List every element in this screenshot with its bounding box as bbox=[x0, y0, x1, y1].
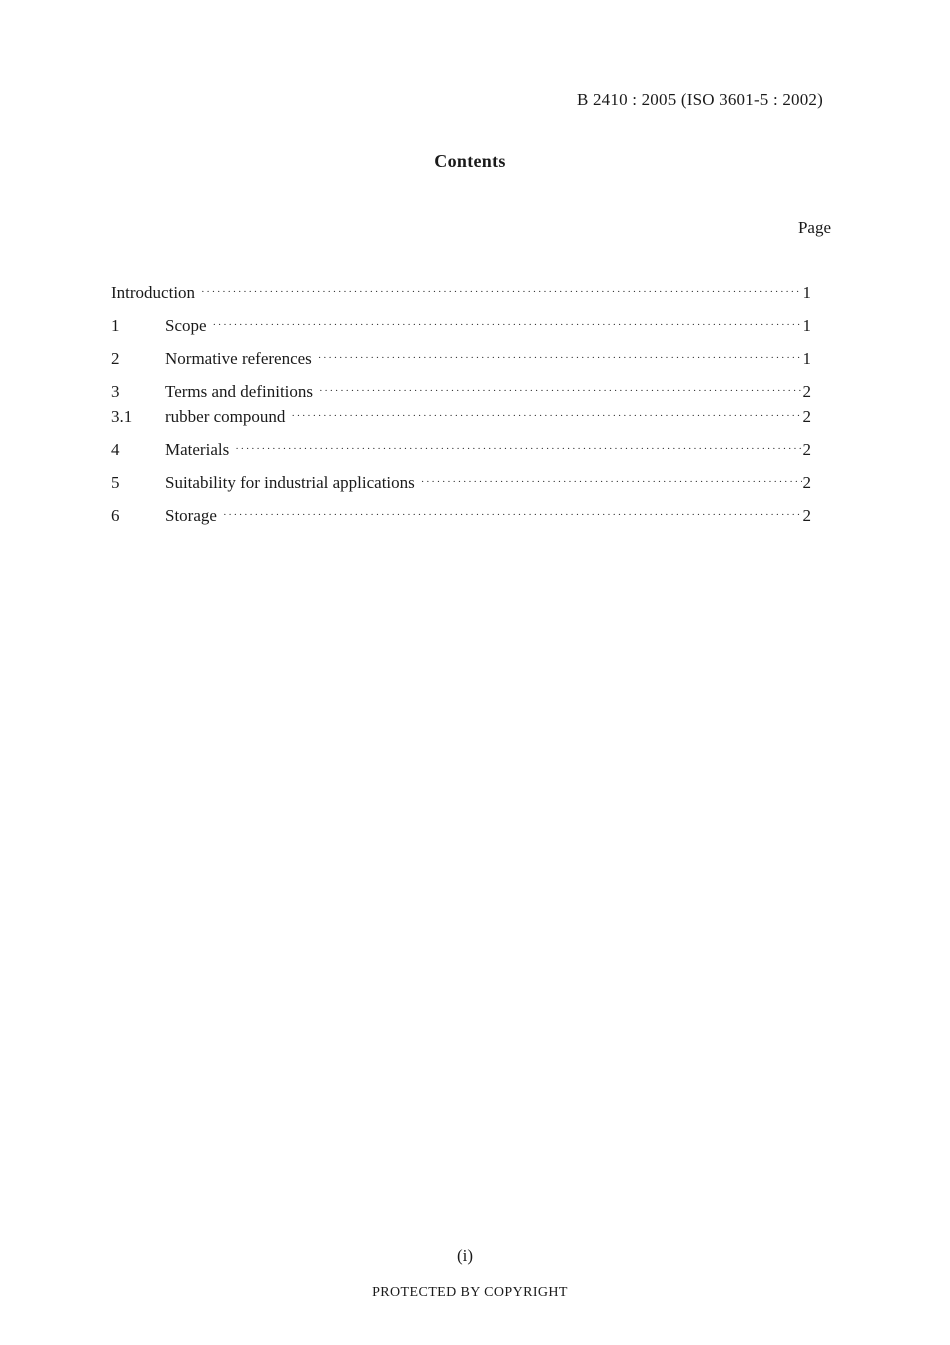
toc-leader-dots bbox=[201, 286, 801, 298]
toc-entry-label: Materials bbox=[165, 440, 230, 459]
table-of-contents bbox=[111, 283, 811, 539]
toc-leader-dots bbox=[213, 319, 802, 331]
toc-entry-number: 5 bbox=[111, 473, 120, 492]
toc-entry-number: 3.1 bbox=[111, 407, 133, 426]
toc-entry-label: rubber compound bbox=[165, 407, 286, 426]
toc-entry-number: 4 bbox=[111, 440, 120, 459]
toc-entry-page: 2 bbox=[802, 506, 811, 525]
toc-entry-page: 1 bbox=[802, 349, 811, 368]
toc-entry-number: 6 bbox=[111, 506, 120, 525]
toc-entry-label: Storage bbox=[165, 506, 217, 525]
toc-entry-suitability bbox=[111, 473, 811, 498]
toc-entry-number: 1 bbox=[111, 316, 120, 335]
toc-entry-number: 2 bbox=[111, 349, 120, 368]
toc-leader-dots bbox=[318, 352, 802, 364]
document-identifier: B 2410 : 2005 (ISO 3601-5 : 2002) bbox=[576, 90, 823, 109]
toc-entry-label: Scope bbox=[165, 316, 207, 335]
page-title: Contents bbox=[434, 151, 506, 171]
toc-entry-label: Introduction bbox=[111, 283, 196, 302]
toc-leader-dots bbox=[235, 443, 801, 455]
toc-entry-storage bbox=[111, 506, 811, 531]
toc-entry-terms-and-definitions bbox=[111, 382, 811, 407]
toc-entry-materials bbox=[111, 440, 811, 465]
toc-entry-label: Normative references bbox=[165, 349, 312, 368]
toc-entry-page: 2 bbox=[802, 473, 811, 492]
toc-entry-page: 2 bbox=[802, 407, 811, 426]
footer-page-number: (i) bbox=[456, 1246, 474, 1265]
toc-entry-scope bbox=[111, 316, 811, 341]
footer-copyright-notice: PROTECTED BY COPYRIGHT bbox=[372, 1285, 568, 1300]
page-column-label: Page bbox=[797, 218, 831, 237]
toc-leader-dots bbox=[291, 410, 801, 422]
toc-entry-label: Terms and definitions bbox=[165, 382, 314, 401]
toc-entry-label: Suitability for industrial applications bbox=[165, 473, 415, 492]
toc-entry-page: 1 bbox=[802, 316, 811, 335]
toc-entry-page: 2 bbox=[802, 440, 811, 459]
toc-leader-dots bbox=[319, 385, 801, 397]
toc-entry-introduction bbox=[111, 283, 811, 308]
toc-entry-normative-references bbox=[111, 349, 811, 374]
toc-leader-dots bbox=[421, 476, 802, 488]
toc-entry-rubber-compound bbox=[111, 407, 811, 432]
toc-entry-page: 1 bbox=[802, 283, 811, 302]
toc-leader-dots bbox=[223, 509, 802, 521]
toc-entry-number: 3 bbox=[111, 382, 120, 401]
toc-entry-page: 2 bbox=[802, 382, 811, 401]
